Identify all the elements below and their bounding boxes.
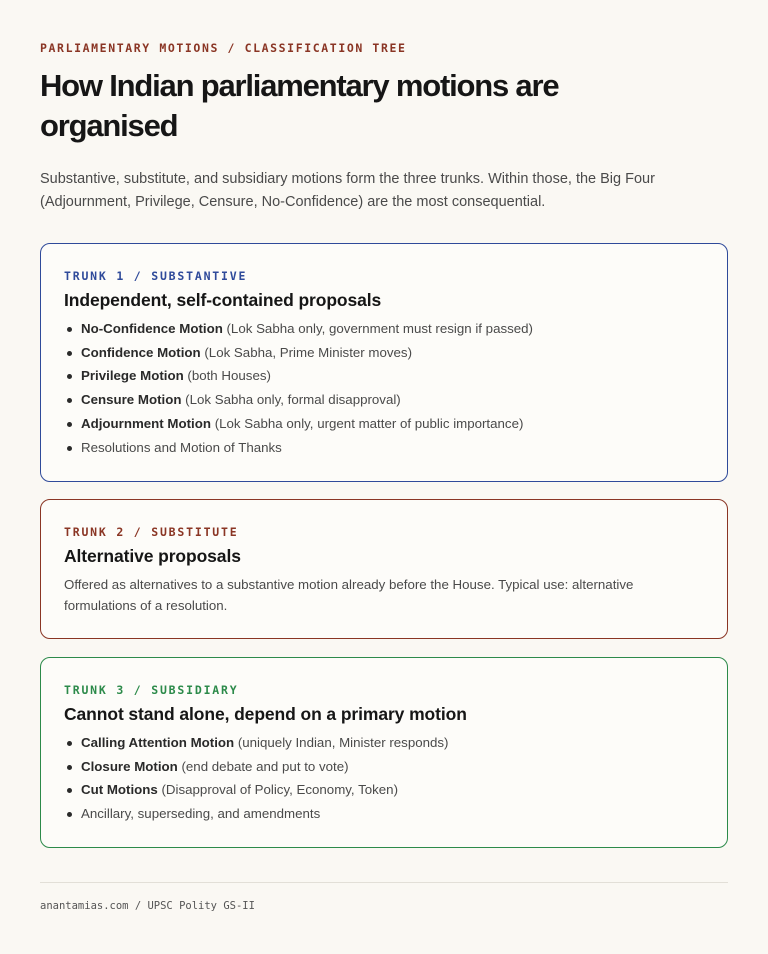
- list-item: [64, 317, 533, 341]
- motion-detail: (both Houses): [183, 368, 271, 384]
- list-item: [64, 778, 448, 802]
- trunk-description: Offered as alternatives to a substantive motion already before the House. Typical use: alternative formulations of a resolution.: [64, 577, 634, 613]
- motion-name: Adjournment Motion: [81, 415, 211, 431]
- motion-detail: (Lok Sabha only, formal disapproval): [181, 392, 401, 408]
- list-item: [64, 802, 448, 826]
- motion-list: [64, 731, 448, 826]
- intro-paragraph: Substantive, substitute, and subsidiary motions form the three trunks. Within those, the Big Four (Adjournment, Privilege, Censure, No-Confidence) are the most consequential.: [40, 171, 655, 210]
- trunk-heading: Cannot stand alone, depend on a primary motion: [64, 704, 467, 724]
- list-item: [64, 341, 533, 365]
- trunk-card-subsidiary: [40, 657, 728, 848]
- motion-detail: (uniquely Indian, Minister responds): [234, 735, 449, 750]
- eyebrow-label: PARLIAMENTARY MOTIONS / CLASSIFICATION TREE: [40, 41, 407, 55]
- motion-detail: (Lok Sabha only, government must resign if passed): [222, 321, 533, 336]
- list-item: [64, 436, 533, 460]
- trunk-heading: Alternative proposals: [64, 546, 241, 566]
- list-item: [64, 731, 448, 755]
- motion-detail: (Lok Sabha only, urgent matter of public importance): [211, 415, 524, 431]
- motion-detail: Resolutions and Motion of Thanks: [81, 439, 282, 455]
- list-item: [64, 412, 533, 436]
- motion-detail: (Lok Sabha, Prime Minister moves): [200, 344, 413, 360]
- motion-name: Privilege Motion: [81, 368, 184, 384]
- list-item: [64, 364, 533, 388]
- motion-name: Closure Motion: [81, 758, 178, 774]
- bullet-icon: [67, 446, 72, 451]
- motion-name: Confidence Motion: [81, 344, 201, 360]
- motion-detail: Ancillary, superseding, and amendments: [81, 806, 321, 822]
- bullet-icon: [67, 398, 72, 403]
- list-item: [64, 388, 533, 412]
- motion-list: [64, 317, 533, 459]
- motion-detail: (Disapproval of Policy, Economy, Token): [157, 782, 398, 798]
- bullet-icon: [67, 788, 72, 793]
- motion-name: Censure Motion: [81, 392, 182, 408]
- trunk-card-substantive: [40, 243, 728, 482]
- trunk-tag: TRUNK 2 / SUBSTITUTE: [64, 525, 239, 539]
- motion-name: No-Confidence Motion: [81, 321, 223, 336]
- bullet-icon: [67, 327, 72, 332]
- bullet-icon: [67, 422, 72, 427]
- trunk-tag: TRUNK 1 / SUBSTANTIVE: [64, 269, 248, 283]
- trunk-tag: TRUNK 3 / SUBSIDIARY: [64, 683, 239, 697]
- footer-divider: [40, 882, 728, 883]
- bullet-icon: [67, 812, 72, 817]
- motion-name: Cut Motions: [81, 782, 158, 798]
- trunk-card-substitute: [40, 499, 728, 639]
- page-title: How Indian parliamentary motions are organised: [40, 68, 559, 143]
- bullet-icon: [67, 374, 72, 379]
- list-item: [64, 755, 448, 779]
- motion-detail: (end debate and put to vote): [177, 758, 349, 774]
- bullet-icon: [67, 351, 72, 356]
- motion-name: Calling Attention Motion: [81, 735, 235, 750]
- bullet-icon: [67, 765, 72, 770]
- trunk-heading: Independent, self-contained proposals: [64, 290, 382, 310]
- bullet-icon: [67, 741, 72, 746]
- footer-credit: anantamias.com / UPSC Polity GS-II: [40, 900, 255, 912]
